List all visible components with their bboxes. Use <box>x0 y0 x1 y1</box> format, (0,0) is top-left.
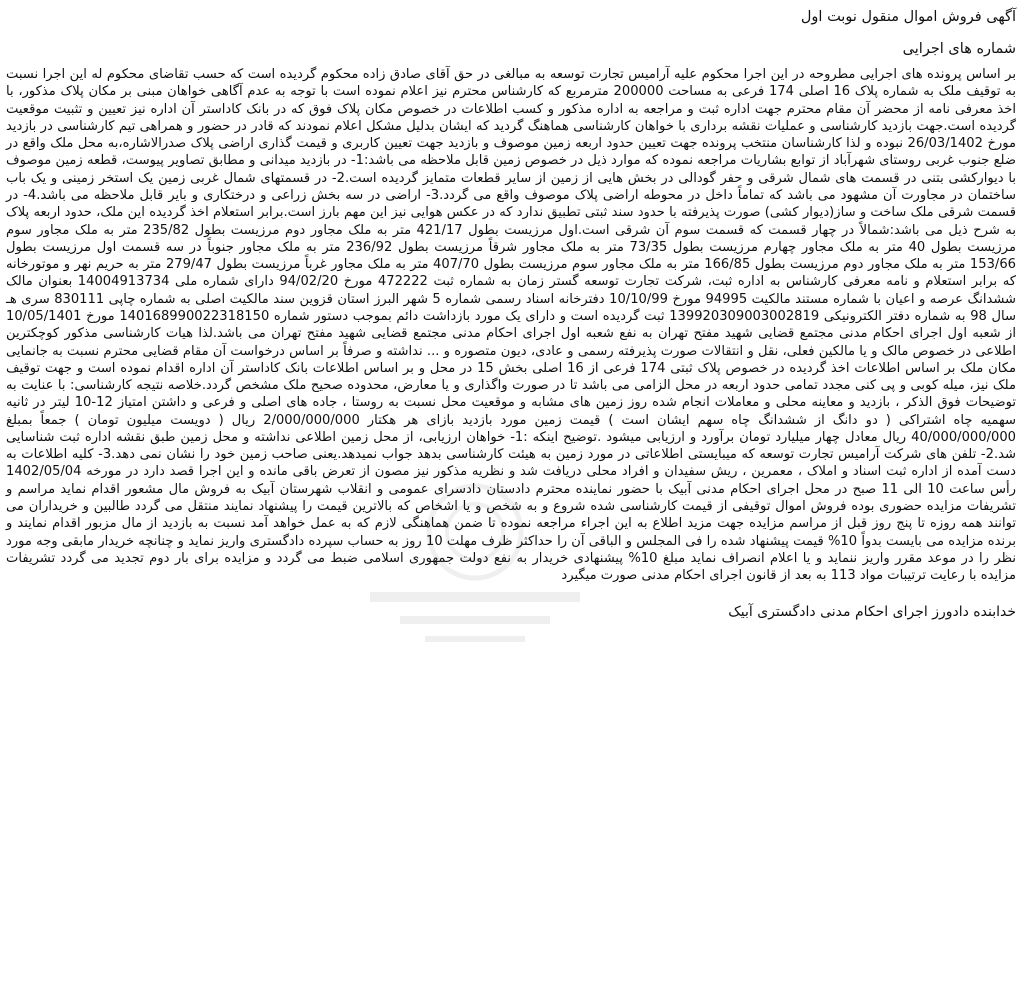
legal-notice-page <box>6 4 1016 983</box>
notice-title: آگهی فروش اموال منقول نوبت اول <box>800 9 1016 25</box>
notice-subtitle: شماره های اجرایی <box>902 41 1016 57</box>
notice-body: بر اساس پرونده های اجرایی مطروحه در این اجرا محکوم علیه آرامیس تجارت توسعه به مبالغی در حق آقای صادق زاده محکوم گردیده است که حسب تقاضای محکوم له این اجرا نسبت به توقیف ملک به شماره پلاک 16 اصلی 174 فرعی به مساحت 200000 مترمربع که کارشناس محترم نیز اعلام نموده است با توجه به عدم آگاهی خواهان مبنی بر مکان پلاک مذکور، با اخذ معرفی نامه از محضر آن مقام محترم جهت اداره ثبت و مراجعه به اداره مذکور و کسب اطلاعات در خصوص مکان پلاک فوق که در بانک کاداستر آن اداره نیز تعیین و تثبیت موقعیت گردیده است.جهت بازدید کارشناسی و عملیات نقشه برداری با خواهان کارشناسی هماهنگ گردید که ایشان بدلیل مشکل اعلام نمودند که قادر در حضور و همراهی تیم کارشناسی در بازدید مورخ 26/03/1402 نبوده و لذا کارشناسان منتخب پرونده جهت تعیین حدود اربعه زمین موصوف و بازدید جهت تعیین کاربری و قیمت گذاری اراضی پلاک صدرالاشاره،به محل ملک واقع در ضلع جنوب غربی روستای شهرآباد از توابع بشاریات مراجعه نموده که موارد ذیل در خصوص زمین قابل ملاحظه می باشد:1- در بازدید میدانی و مطابق تصاویر پیوست، قطعه زمین موصوف با دیوارکشی بتنی در قسمت های شمال شرقی و حفر گودالی در بخش هایی از زمین از سایر قطعات متمایز گردیده است.2- در قسمتهای شمال غربی زمین یک استخر زمینی و یک باب ساختمان در مجاورت آن مشهود می باشد که تماماً داخل در محوطه اراضی پلاک موصوف واقع می گردد.3- اراضی در سه بخش زراعی و درختکاری و بایر قابل ملاحظه می باشد.4- در قسمت شرقی ملک ساخت و ساز(دیوار کشی) صورت پذیرفته با حدود سند ثبتی تطبیق ندارد که در عکس هوایی نیز این مهم بارز است.برابر استعلام اخذ گردیده این ملک، حدود اربعه پلاک به شرح ذیل می باشد:شمالاً در چهار قسمت که قسمت سوم آن شرقی است.اول مرزیست بطول 421/17 متر به ملک مجاور دوم مرزیست بطول 235/82 متر به ملک مجاور سوم مرزیست بطول 40 متر به ملک مجاور چهارم مرزیست بطول 73/35 متر به ملک مجاور شرقاً مرزیست بطول 236/92 متر به ملک مجاور جنوباً در سه قسمت اول مرزیست بطول 153/66 متر به ملک مجاور دوم مرزیست بطول 166/85 متر به ملک مجاور سوم مرزیست بطول 407/70 متر به ملک مجاور غرباً مرزیست بطول 279/47 متر به حریم نهر و موتورخانه که برابر استعلام و نامه معرفی کارشناس به اداره ثبت، شرکت تجارت توسعه گستر زمان به شماره ثبت 472222 مورخ 94/02/20 دارای شماره ملی 14004913734 بعنوان مالک ششدانگ عرصه و اعیان با شماره مستند مالکیت 94995 مورخ 10/10/99 دفترخانه اسناد رسمی شماره 5 شهر البرز استان قزوین سند مالکیت اصلی به شماره چاپی 830111 سری هـ سال 98 به شماره دفتر الکترونیکی 139920309003002819 ثبت گردیده است و دارای یک مورد بازداشت دائم بموجب دستور شماره 140168990022318150 مورخ 10/05/1401 از شعبه اول اجرای احکام مدنی مجتمع قضایی شهید مفتح تهران به نفع شعبه اول اجرای احکام مدنی مجتمع قضایی شهید مفتح تهران می باشد.لذا هیات کارشناسی مذکور کوچکترین اطلاعی در خصوص مالک و یا مالکین فعلی، نقل و انتقالات صورت پذیرفته رسمی و عادی، دیون متصوره و ... نداشته و صرفاً بر اساس درخواست آن مقام قضایی محترم نسبت به جانمایی مکان ملک بر اساس اطلاعات اخذ گردیده در خصوص پلاک ثبتی 174 فرعی از 16 اصلی بخش 15 در محل و بر اساس اطلاعات بانک کاداستر آن اداره اقدام نموده است و جهت توقیف ملک نیز، میله کوبی و پی کنی مجدد تمامی حدود اربعه در محل الزامی می باشد تا در صورت واگذاری و یا معارض، محدوده صحیح ملک مشخص گردد.خلاصه نتیجه کارشناسی: با عنایت به توضیحات فوق الذکر ، بازدید و معاینه محلی و معاملات انجام شده روز زمین های مشابه و موقعیت محل نسبت به روستا ، جاده های اصلی و فرعی و داشتن امتیاز 12-10 لیتر در ثانیه سهمیه چاه اشتراکی ( دو دانگ از ششدانگ چاه سهم ایشان است ) قیمت زمین مورد بازدید بازای هر هکتار 2/000/000/000 ریال ( دویست میلیون تومان ) جمعاً بمبلغ 40/000/000/000 ریال معادل چهار میلیارد تومان برآورد و ارزیابی میشود .توضیح اینکه :1- خواهان ارزیابی، از محل زمین اطلاعی نداشته و محل زمین طبق نقشه اداره ثبت شناسایی شد.2- تلفن های شرکت آرامیس تجارت توسعه که میبایستی اطلاعاتی در مورد زمین به هیئت کارشناسی بدهد جواب نمیدهد.یعنی صاحب زمین خود را نشان نمی دهد.3- کلیه اطلاعات به دست آمده از اداره ثبت اسناد و املاک ، معمرین ، ریش سفیدان و افراد محلی دریافت شد و نظریه مذکور نیز مصون از تعرض باقی مانده و این اجرا قصد دارد در مورخه 1402/05/04 رأس ساعت 10 الی 11 صبح در محل اجرای احکام مدنی آبیک با حضور نماینده محترم دادستان دادسرای عمومی و انقلاب شهرستان آبیک به فروش مال مشعور اقدام نماید مراسم و تشریفات مزایده حضوری بوده فروش اموال توقیفی از قیمت کارشناسی شده شروع و به شخص و یا اشخاص که بالاترین قیمت را پیشنهاد نمایند منتقل می گردد طالبین و خریداران می توانند همه روزه تا پنج روز قبل از مراسم مزایده جهت مزید اطلاع به این اجراء مراجعه نموده تا ضمن هماهنگی لازم که به عمل خواهد آمد نسبت به بازدید از مال مزبور اقدام نمایند و برنده مزایده می بایست بدواً 10% قیمت پیشنهاد شده را فی المجلس و الباقی آن را حداکثر ظرف مهلت 10 روز به حساب سپرده دادگستری واریز نماید و چنانچه خریدار مابقی وجه مورد نظر را در موعد مقرر واریز ننماید و یا اعلام انصراف نماید مبلغ 10% پیشنهادی خریدار به نفع دولت جمهوری اسلامی ضبط می گردد و مزایده برای بار دوم تجدید می گردد تشریفات مزایده با رعایت ترتیبات مواد 113 به بعد از قانون اجرای احکام مدنی صورت میگیرد <box>6 67 1017 584</box>
notice-signature: خدابنده دادورز اجرای احکام مدنی دادگستری آبیک <box>728 604 1016 621</box>
